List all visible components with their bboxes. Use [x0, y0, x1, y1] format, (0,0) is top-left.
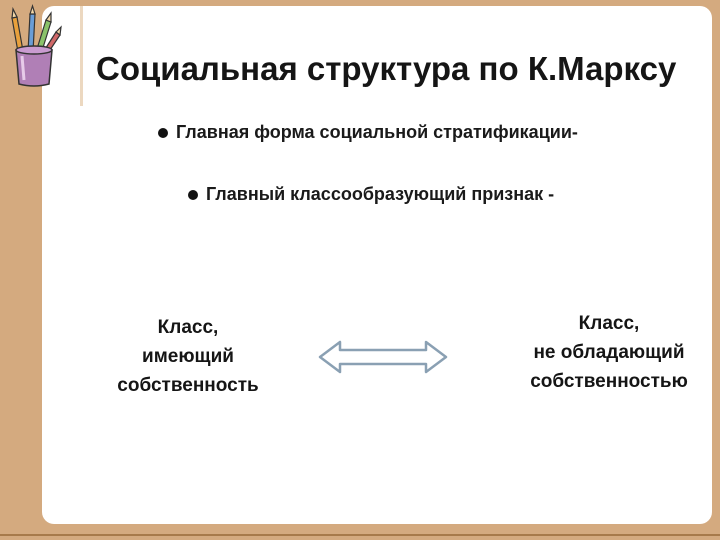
decorative-divider	[80, 6, 83, 106]
bullet-text: Главная форма социальной стратификации-	[176, 122, 578, 142]
class-label-line: не обладающий	[533, 342, 685, 363]
pencil-cup-icon	[6, 4, 62, 88]
class-label-line: собственностью	[530, 371, 688, 392]
bullet-text: Главный классообразующий признак -	[206, 184, 555, 204]
double-arrow-icon	[318, 340, 448, 374]
class-without-property	[506, 309, 712, 396]
bullet-item	[158, 122, 578, 143]
class-label-line: Класс,	[578, 313, 640, 334]
class-label-line: Класс,	[157, 317, 219, 338]
bullet-icon	[158, 128, 168, 138]
bullet-icon	[188, 190, 198, 200]
bottom-border-line	[0, 534, 720, 536]
page-title: Социальная структура по К.Марксу	[96, 50, 677, 87]
bullet-item	[188, 184, 554, 205]
class-label-line: собственность	[117, 375, 259, 396]
class-label-line: имеющий	[142, 346, 234, 367]
class-owning-property	[98, 313, 278, 400]
